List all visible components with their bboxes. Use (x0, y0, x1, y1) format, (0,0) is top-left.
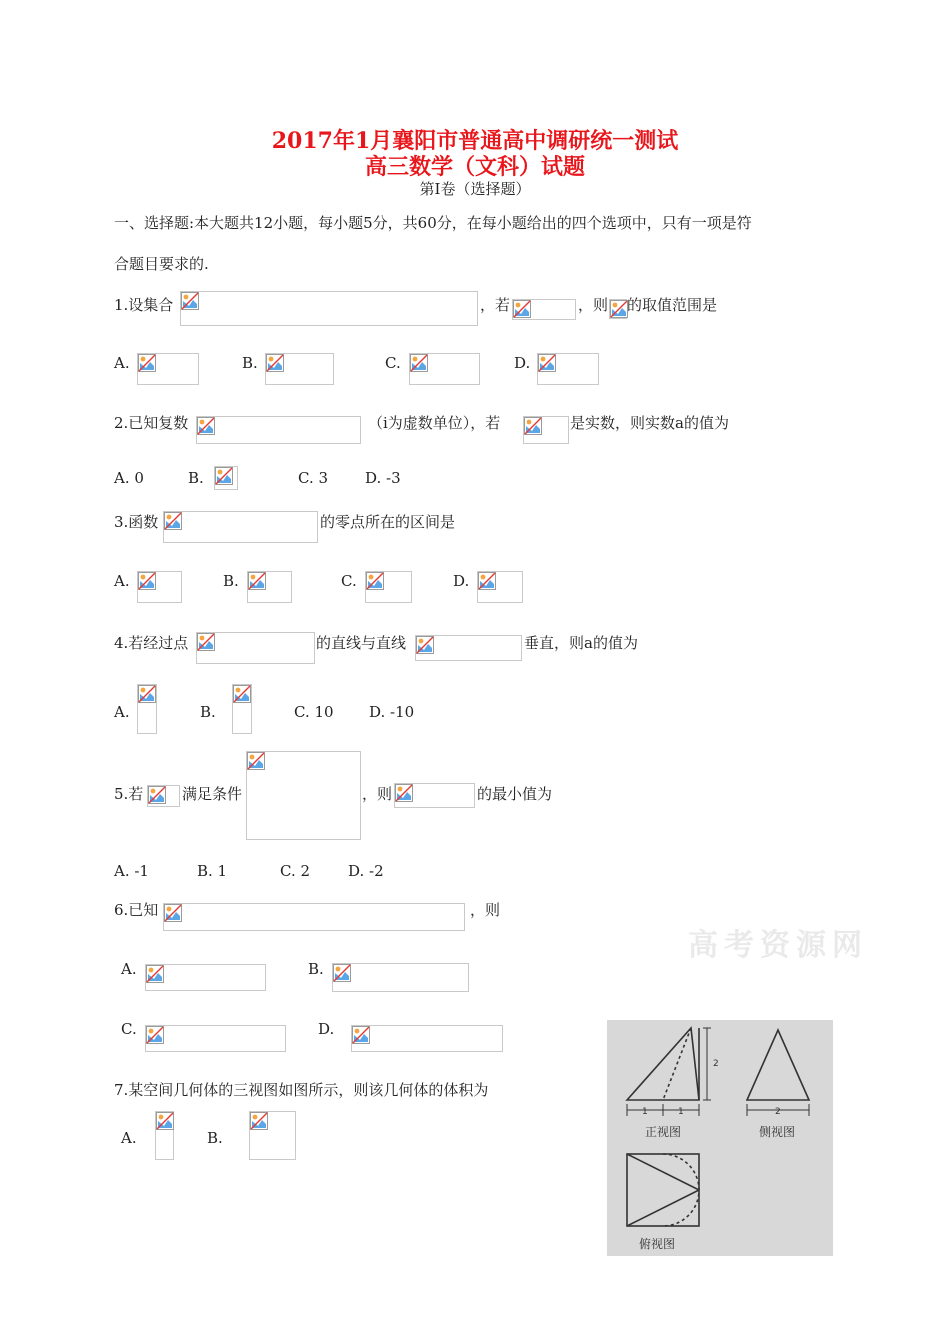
formula-image (247, 571, 292, 603)
broken-image-icon (524, 417, 542, 435)
formula-image (145, 964, 266, 991)
section-heading: 第Ⅰ卷（选择题） (419, 180, 531, 198)
intro-line-1: 一、选择题:本大题共12小题，每小题5分，共60分，在每小题给出的四个选项中，只有一项是符 (114, 214, 752, 232)
formula-image (232, 684, 252, 734)
broken-image-icon (513, 300, 531, 318)
q2-prefix: 2.已知复数 (114, 414, 189, 432)
watermark: 高考资源网 (688, 928, 868, 963)
q1-option-d: D. (514, 354, 531, 372)
broken-image-icon (410, 354, 428, 372)
q3-prefix: 3.函数 (114, 513, 159, 531)
q7-option-a: A. (121, 1129, 137, 1147)
q4-option-d: D. -10 (369, 703, 415, 721)
broken-image-icon (138, 685, 156, 703)
q2-option-a: A. 0 (114, 469, 144, 487)
exam-title: 2017年1月襄阳市普通高中调研统一测试 (271, 128, 679, 154)
intro-line-2: 合题目要求的. (114, 255, 209, 273)
broken-image-icon (333, 964, 351, 982)
broken-image-icon (610, 300, 628, 318)
side-view-label: 侧视图 (759, 1125, 796, 1139)
q3-option-a: A. (114, 572, 130, 590)
q2-suffix: 是实数，则实数a的值为 (570, 414, 729, 432)
q6-option-d: D. (318, 1020, 335, 1038)
broken-image-icon (538, 354, 556, 372)
broken-image-icon (148, 786, 166, 804)
three-view-figure (607, 1020, 833, 1256)
q4-mid: 的直线与直线 (316, 634, 407, 652)
formula-image (265, 353, 334, 385)
broken-image-icon (250, 1112, 268, 1130)
q2-option-d: D. -3 (365, 469, 401, 487)
formula-image (196, 416, 361, 444)
formula-image (537, 353, 599, 385)
broken-image-icon (248, 572, 266, 590)
side-width-label: 2 (775, 1107, 781, 1117)
broken-image-icon (416, 636, 434, 654)
q4-option-c: C. 10 (294, 703, 334, 721)
q2-option-b: B. (188, 469, 204, 487)
q5-mid: 满足条件 (182, 785, 243, 803)
q1-option-b: B. (242, 354, 258, 372)
q1-mid2: ，则 (578, 296, 609, 314)
q4-suffix: 垂直，则a的值为 (524, 634, 638, 652)
q5-option-d: D. -2 (348, 862, 384, 880)
q1-option-c: C. (385, 354, 401, 372)
q4-option-b: B. (200, 703, 216, 721)
q2-option-c: C. 3 (298, 469, 329, 487)
q6-option-a: A. (121, 960, 137, 978)
q3-option-c: C. (341, 572, 357, 590)
formula-image (214, 466, 238, 490)
q1-prefix: 1.设集合 (114, 296, 174, 314)
q4-option-a: A. (114, 703, 130, 721)
three-view-drawing (607, 1020, 833, 1256)
broken-image-icon (138, 354, 156, 372)
broken-image-icon (395, 784, 413, 802)
q3-suffix: 的零点所在的区间是 (320, 513, 456, 531)
broken-image-icon (247, 752, 265, 770)
q5-suffix: 的最小值为 (477, 785, 553, 803)
formula-image (145, 1025, 286, 1052)
formula-image (523, 416, 569, 444)
q6-suffix: ，则 (470, 901, 501, 919)
formula-image (394, 783, 475, 808)
broken-image-icon (181, 292, 199, 310)
formula-image (415, 635, 522, 661)
formula-image (409, 353, 480, 385)
q1-suffix: 的取值范围是 (627, 296, 718, 314)
q3-option-d: D. (453, 572, 470, 590)
formula-image (351, 1025, 503, 1052)
broken-image-icon (197, 633, 215, 651)
formula-image (249, 1111, 296, 1160)
formula-image (332, 963, 469, 992)
q7-text: 7.某空间几何体的三视图如图所示，则该几何体的体积为 (114, 1081, 489, 1099)
front-height-label: 2 (713, 1059, 719, 1069)
formula-image (609, 299, 627, 319)
formula-image (155, 1111, 174, 1160)
q5-mid2: ，则 (362, 785, 393, 803)
q5-option-c: C. 2 (280, 862, 311, 880)
broken-image-icon (156, 1112, 174, 1130)
front-left-width-label: 1 (642, 1107, 648, 1117)
formula-image (196, 632, 315, 664)
broken-image-icon (164, 904, 182, 922)
formula-image (163, 511, 318, 543)
q6-option-c: C. (121, 1020, 137, 1038)
formula-image (137, 353, 199, 385)
exam-subtitle: 高三数学（文科）试题 (364, 154, 585, 180)
broken-image-icon (146, 1026, 164, 1044)
broken-image-icon (164, 512, 182, 530)
top-view-label: 俯视图 (639, 1237, 676, 1251)
broken-image-icon (366, 572, 384, 590)
formula-image (365, 571, 412, 603)
formula-image (137, 571, 182, 603)
q3-option-b: B. (223, 572, 239, 590)
formula-image (246, 751, 361, 840)
formula-image (163, 903, 465, 931)
broken-image-icon (138, 572, 156, 590)
q5-option-b: B. 1 (197, 862, 228, 880)
q5-prefix: 5.若 (114, 785, 144, 803)
formula-image (477, 571, 523, 603)
q6-option-b: B. (308, 960, 324, 978)
broken-image-icon (478, 572, 496, 590)
broken-image-icon (233, 685, 251, 703)
broken-image-icon (266, 354, 284, 372)
q4-prefix: 4.若经过点 (114, 634, 189, 652)
q5-option-a: A. -1 (114, 862, 149, 880)
broken-image-icon (215, 467, 233, 485)
broken-image-icon (197, 417, 215, 435)
formula-image (512, 299, 576, 320)
q1-mid: ，若 (480, 296, 511, 314)
front-right-width-label: 1 (678, 1107, 684, 1117)
q6-prefix: 6.已知 (114, 901, 159, 919)
formula-image (147, 785, 180, 807)
q7-option-b: B. (207, 1129, 223, 1147)
broken-image-icon (352, 1026, 370, 1044)
broken-image-icon (146, 965, 164, 983)
q1-option-a: A. (114, 354, 130, 372)
front-view-label: 正视图 (645, 1125, 682, 1139)
formula-image (180, 291, 478, 326)
formula-image (137, 684, 157, 734)
q2-mid: （i为虚数单位），若 (368, 414, 501, 432)
